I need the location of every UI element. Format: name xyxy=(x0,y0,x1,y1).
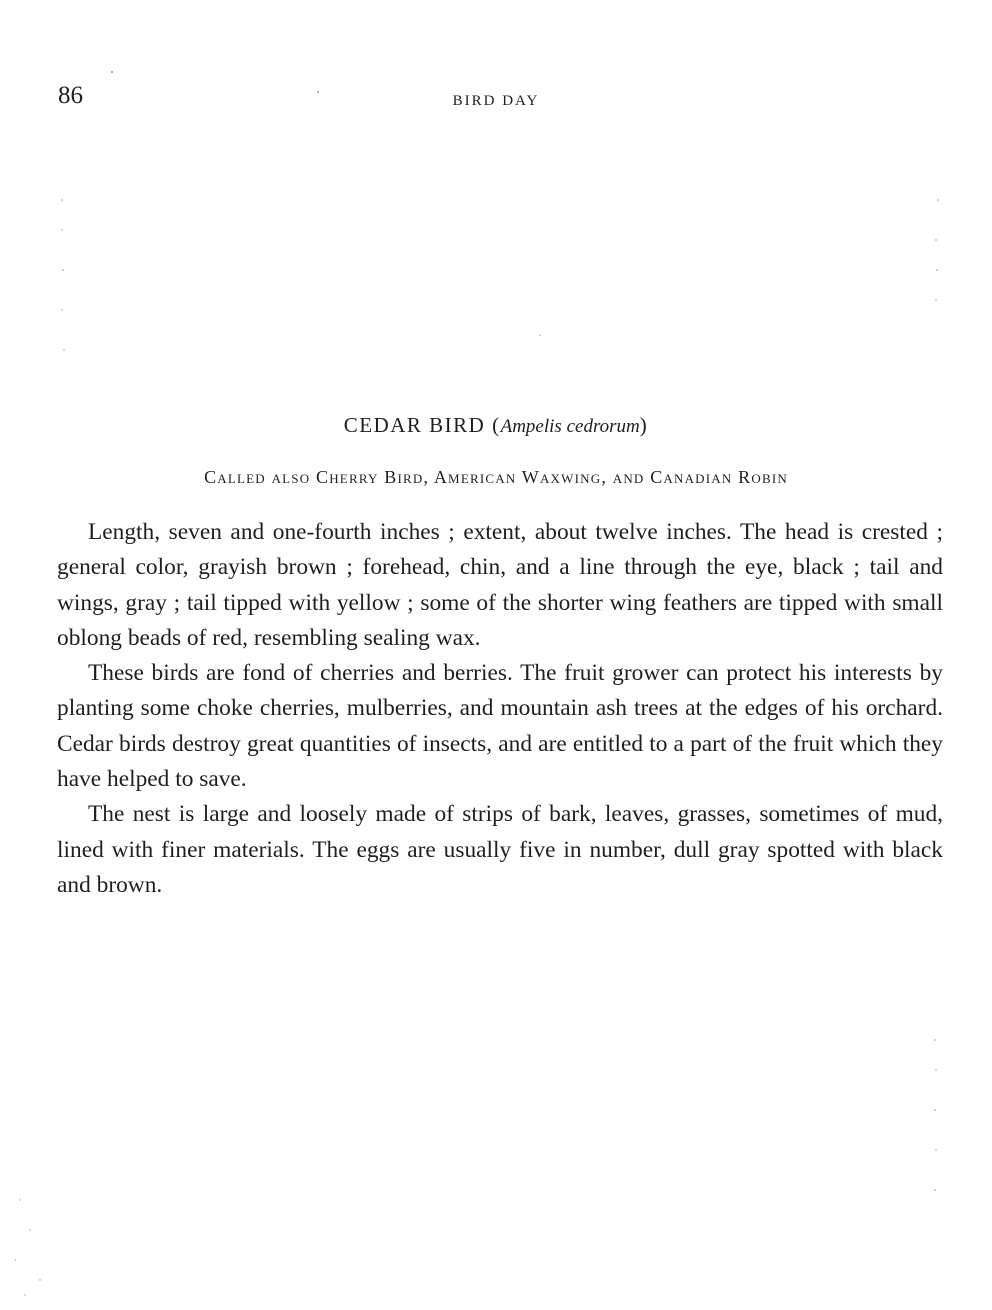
title-latin-name: Ampelis cedrorum xyxy=(500,416,640,437)
article-subtitle: Called also Cherry Bird, American Waxwing, and Canadian Robin xyxy=(204,467,788,487)
title-close-paren: ) xyxy=(639,413,649,437)
page-number: 86 xyxy=(58,82,83,109)
paragraph-diet: These birds are fond of cherries and berries. The fruit grower can protect his interests by planting some choke cherries, mulberries, and mountain ash trees at the edges of his orchard. Cedar birds destroy great quantities of insects, and are entitled to a part of the fruit which they have helped to save. xyxy=(57,660,943,793)
article-body xyxy=(57,515,943,903)
paragraph-description: Length, seven and one-fourth inches ; extent, about twelve inches. The head is crested ; general color, grayish brown ; forehead, chin, and a line through the eye, black ; tail and wings, gray ; tail tipped with yellow ; some of the shorter wing feathers are tipped with small oblong beads of red, resembling sealing wax. xyxy=(57,519,943,651)
paragraph-nest: The nest is large and loosely made of strips of bark, leaves, grasses, sometimes of mud, lined with finer materials. The eggs are usually five in number, dull gray spotted with black and brown. xyxy=(57,801,943,898)
title-main: CEDAR BIRD xyxy=(343,413,486,437)
running-head: BIRD DAY xyxy=(452,93,540,109)
title-open-paren: ( xyxy=(492,413,501,437)
article-title xyxy=(0,412,992,440)
